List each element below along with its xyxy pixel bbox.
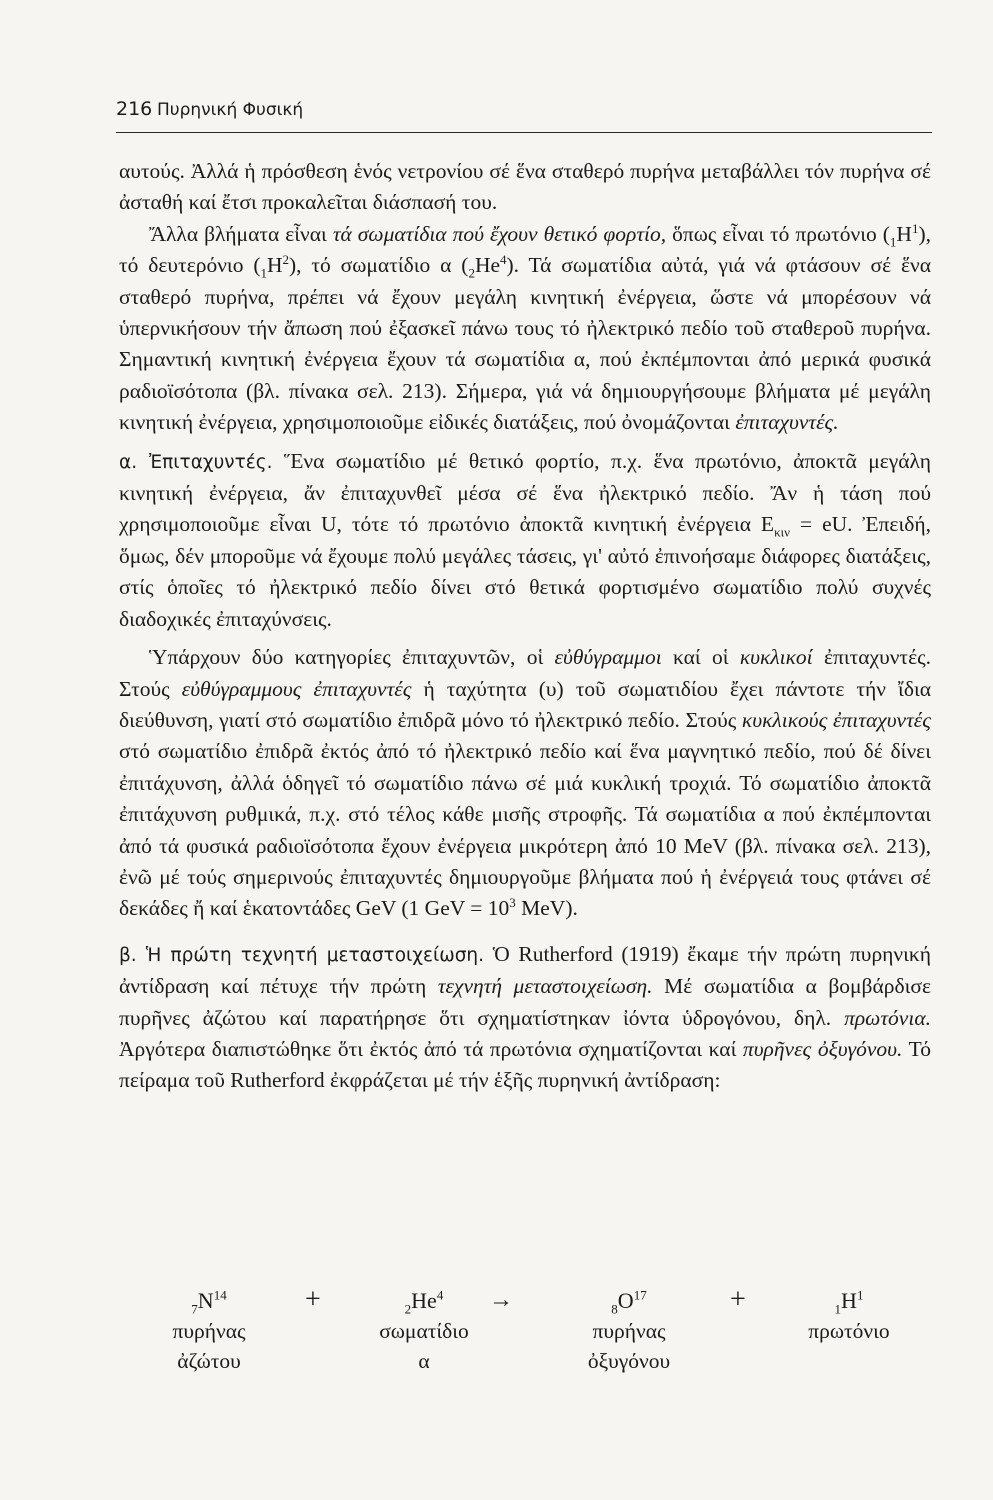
body-text (119, 156, 931, 1097)
reactant-nitrogen: $_7N^{14}$ πυρήνας ἀζώτου (172, 1287, 246, 1373)
paragraph-2: Ἄλλα βλήματα εἶναι τά σωματίδια πού ἔχουν θετικό φορτίο, ὅπως εἶναι τό πρωτόνιο $(_1H^1)$, τό δευτερόνιο $(_1H^2)$, τό σωματίδιο α $(_2He^4)$. Τά σωματίδια αὐτά, γιά νά φτάσουν σέ ἕνα σταθερό πυρήνα, πρέπει νά ἔχουν μεγάλη κινητική ἐνέργεια, ὥστε νά μπορέσουν νά ὑπερνικήσουν τήν ἄπωση πού ἐξασκεῖ πάνω τους τό ἠλεκτρικό πεδίο τοῦ σταθεροῦ πυρήνα. Σημαντική κινητική ἐνέργεια ἔχουν τά σωματίδια α, πού ἐκπέμπονται ἀπό μερικά φυσικά ραδιοϊσότοπα (βλ. πίνακα σελ. 213). Σήμερα, γιά νά δημιουργήσουμε βλήματα μέ μεγάλη κινητική ἐνέργεια, χρησιμοποιοῦμε εἰδικές διατάξεις, πού ὀνομάζονται ἐπιταχυντές. (119, 220, 931, 435)
paragraph-3: α. Ἐπιταχυντές. Ἕνα σωματίδιο μέ θετικό φορτίο, π.χ. ἕνα πρωτόνιο, ἀποκτᾶ μεγάλη κινητική ἐνέργεια, ἄν ἐπιταχυνθεῖ μέσα σέ ἕνα ἠλεκτρικό πεδίο. Ἄν ἡ τάση πού χρησιμοποιοῦμε εἶναι U, τότε τό πρωτόνιο ἀποκτᾶ κινητική ἐνέργεια $E_{\kappa\iota\nu}$ = eU. Ἐπειδή, ὅμως, δέν μποροῦμε νά ἔχουμε πολύ μεγάλες τάσεις, γι' αὐτό ἐπινοήσαμε διάφορες διατάξεις, στίς ὁποῖες τό ἠλεκτρικό πεδίο δίνει στό θετικά φορτισμένο σωματίδιο πολύ συχνές διαδοχικές ἐπιταχύνσεις. (119, 448, 932, 631)
product-proton: $_1H^1$ πρωτόνιο (808, 1287, 890, 1343)
product-oxygen: $_8O^{17}$ πυρήνας ὀξυγόνου (587, 1287, 671, 1373)
paragraph-5: β. Ἡ πρώτη τεχνητή μεταστοιχείωση. Ὁ Rutherford (1919) ἔκαμε τήν πρώτη πυρηνική ἀντίδραση καί πέτυχε τήν πρώτη τεχνητή μεταστοιχείωση. Μέ σωματίδια α βομβάρδισε πυρῆνες ἀζώτου καί παρατήρησε ὅτι σχηματίστηκαν ἰόντα ὑδρογόνου, δηλ. πρωτόνια. Ἀργότερα διαπιστώθηκε ὅτι ἐκτός ἀπό τά πρωτόνια σχηματίζονται καί πυρῆνες ὀξυγόνου. Τό πείραμα τοῦ Rutherford ἐκφράζεται μέ τήν ἑξῆς πυρηνική ἀντίδραση: (119, 941, 932, 1093)
paragraph-4: Ὑπάρχουν δύο κατηγορίες ἐπιταχυντῶν, οἱ εὐθύγραμμοι καί οἱ κυκλικοί ἐπιταχυντές. Στούς εὐθύγραμμους ἐπιταχυντές ἡ ταχύτητα (υ) τοῦ σωματιδίου ἔχει πάντοτε τήν ἴδια διεύθυνση, γιατί στό σωματίδιο ἐπιδρᾶ μόνο τό ἠλεκτρικό πεδίο. Στούς κυκλικούς ἐπιταχυντές στό σωματίδιο ἐπιδρᾶ ἐκτός ἀπό τό ἠλεκτρικό πεδίο καί ἕνα μαγνητικό πεδίο, πού δέ δίνει ἐπιτάχυνση, ἀλλά ὁδηγεῖ τό σωματίδιο πάνω σέ μιά κυκλική τροχιά. Τό σωματίδιο ἀποκτᾶ ἐπιτάχυνση ρυθμικά, π.χ. στό τέλος κάθε μισῆς στροφῆς. Τά σωματίδια α πού ἐκπέμπονται ἀπό τά φυσικά ραδιοϊσότοπα ἔχουν ἐνέργεια μικρότερη ἀπό 10 MeV (βλ. πίνακα σελ. 213), ἐνῶ μέ τούς σημερινούς ἐπιταχυντές δημιουργοῦμε βλήματα πού ἡ ἐνέργειά τους φτάνει σέ δεκάδες ἤ καί ἑκατοντάδες GeV (1 GeV = $10^3$ MeV). (119, 645, 931, 921)
page-number: 216 (116, 98, 153, 120)
plus-sign: + (305, 1284, 321, 1315)
paragraph-1: αυτούς. Ἀλλά ἡ πρόσθεση ἑνός νετρονίου σέ ἕνα σταθερό πυρήνα μεταβάλλει τόν πυρήνα σέ ἀσταθή καί ἔτσι προκαλεῖται διάσπασή του. (119, 159, 931, 215)
plus-sign: + (730, 1284, 746, 1315)
reactant-alpha: $_2He^4$ σωματίδιο α (379, 1287, 469, 1373)
section-heading-accelerators: α. Ἐπιταχυντές. (119, 451, 273, 473)
reaction-arrow: → (489, 1287, 513, 1313)
nuclear-reaction-equation (119, 1286, 931, 1386)
section-heading-transmutation: β. Ἡ πρώτη τεχνητή μεταστοιχείωση. (119, 944, 485, 966)
running-title: Πυρηνική Φυσική (157, 100, 304, 120)
page-header (116, 98, 932, 133)
